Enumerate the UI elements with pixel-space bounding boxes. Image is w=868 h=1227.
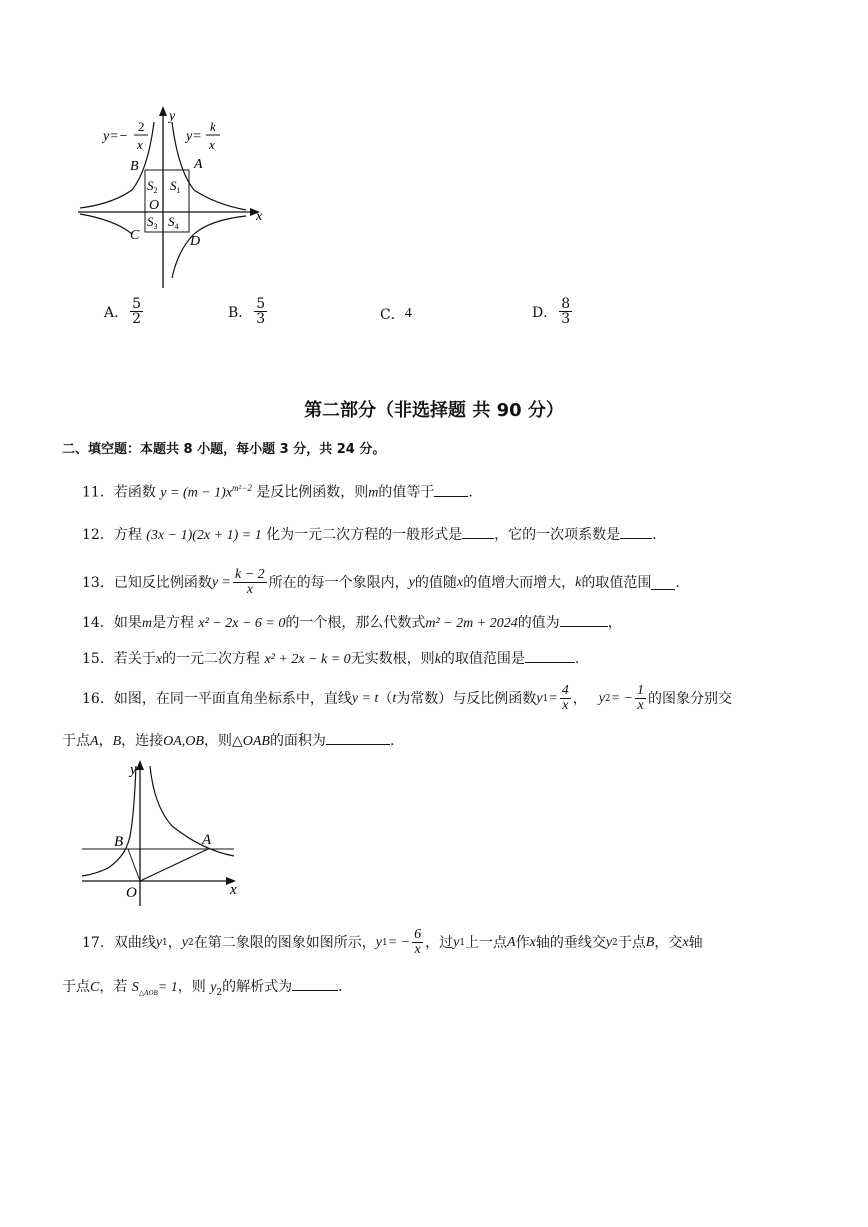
curve-y1 (150, 766, 234, 856)
question-13: 13． 已知反比例函数 y = $\frac{k - 2}{x}$ 所在的每一个象限内， y 的值随 x 的值增大而增大， k 的取值范围 . (82, 567, 680, 597)
point-A-label: A (202, 832, 212, 848)
question-12: 12．方程 (3x − 1)(2x + 1) = 1 化为一元二次方程的一般形式是 ，它的一次项系数是 . (82, 524, 657, 546)
y-axis-arrow (159, 106, 167, 116)
option-B[interactable] (228, 297, 269, 326)
question-17-line-2: 于点C，若 $S_{\triangle AOB}= 1$，则 $y_2$的解析式为 . (62, 976, 343, 1003)
S2-label: $S_2$ (147, 178, 158, 195)
axis-x-label: x (230, 882, 237, 898)
figure-2-graph (72, 756, 252, 908)
q13-fraction: $\frac{k - 2}{x}$ (235, 567, 265, 597)
segment-OB (128, 849, 140, 881)
point-D-label: D (190, 234, 201, 249)
answer-blank[interactable] (326, 730, 390, 745)
point-A-label: A (194, 157, 203, 172)
S3-label: $S_3$ (147, 214, 158, 231)
S1-label: $S_1$ (170, 178, 181, 195)
option-A[interactable] (104, 297, 145, 326)
question-16-line-1: 16． 如图，在同一平面直角坐标系中，直线 y = t （ t 为常数）与反比例函数 y 1 = $\frac{4}{x}$ ， y 2 = − $\frac{1}{x}$ 的图象分别交 (82, 683, 733, 713)
eq-left-den: x (137, 137, 143, 152)
question-11: 11．若函数 $y = (m - 1)x^{m^2-2}$ 是反比例函数，则m的值等于 . (82, 483, 473, 501)
option-D-letter: D． (532, 304, 558, 321)
y-axis-arrow (136, 760, 144, 770)
question-15: 15．若关于x的一元二次方程 x² + 2x − k = 0无实数根，则k的取值范围是 . (82, 648, 579, 670)
S4-label: $S_4$ (168, 214, 179, 231)
segment-OA (140, 849, 208, 881)
axis-x-label: x (256, 209, 263, 224)
origin-label: O (126, 885, 137, 901)
eq-left-prefix: y=− (103, 129, 129, 144)
axis-y-label: y (130, 762, 137, 778)
eq-right-den: x (209, 137, 215, 152)
option-C[interactable] (380, 304, 412, 324)
answer-blank[interactable] (525, 648, 575, 663)
answer-blank[interactable] (651, 575, 675, 590)
eq-right-prefix: y= (186, 129, 202, 144)
curve-k-q3 (80, 214, 132, 234)
answer-blank[interactable] (434, 482, 468, 497)
q16-fraction-2: $\frac{1}{x}$ (637, 683, 645, 713)
figure-1-graph (70, 100, 280, 290)
answer-blank[interactable] (462, 524, 494, 539)
question-16-line-2: 于点A，B，连接OA,OB，则△OAB的面积为 . (62, 730, 394, 752)
question-17-line-1: 17． 双曲线 y 1 ， y 2 在第二象限的图象如图所示， y 1 = − $\frac{6}{x}$ ，过 y 1 上一点 A 作 x 轴的垂线交 y 2 于点 B ，交 x 轴 (82, 927, 703, 957)
option-B-fraction: $\frac{5}{3}$ (256, 296, 266, 327)
point-B-label: B (114, 834, 124, 850)
answer-blank[interactable] (620, 524, 652, 539)
section-heading: 二、填空题：本题共 8 小题，每小题 3 分，共 24 分。 (62, 442, 386, 457)
origin-label: O (149, 198, 160, 213)
curve-neg2-q4 (172, 216, 246, 278)
option-C-letter: C． (380, 307, 405, 323)
option-A-fraction: $\frac{5}{2}$ (132, 296, 142, 327)
answer-blank[interactable] (292, 976, 338, 991)
answer-blank[interactable] (560, 612, 608, 627)
eq-left-num: 2 (138, 119, 145, 134)
eq-right-num: k (210, 119, 216, 134)
axis-y-label: y (169, 109, 176, 124)
q17-fraction: $\frac{6}{x}$ (414, 927, 422, 957)
question-14: 14．如果m是方程 x² − 2x − 6 = 0的一个根，那么代数式m² − 2m + 2024的值为 ， (82, 612, 622, 634)
option-C-value: 4 (404, 306, 412, 321)
curve-y2 (82, 766, 136, 876)
q16-fraction-1: $\frac{4}{x}$ (561, 683, 569, 713)
point-C-label: C (130, 228, 140, 243)
point-B-label: B (130, 159, 139, 174)
option-A-letter: A． (104, 304, 129, 321)
part-heading: 第二部分（非选择题 共 90 分） (304, 400, 564, 421)
option-B-letter: B． (228, 304, 253, 321)
option-D[interactable] (532, 297, 574, 326)
option-D-fraction: $\frac{8}{3}$ (561, 296, 571, 327)
